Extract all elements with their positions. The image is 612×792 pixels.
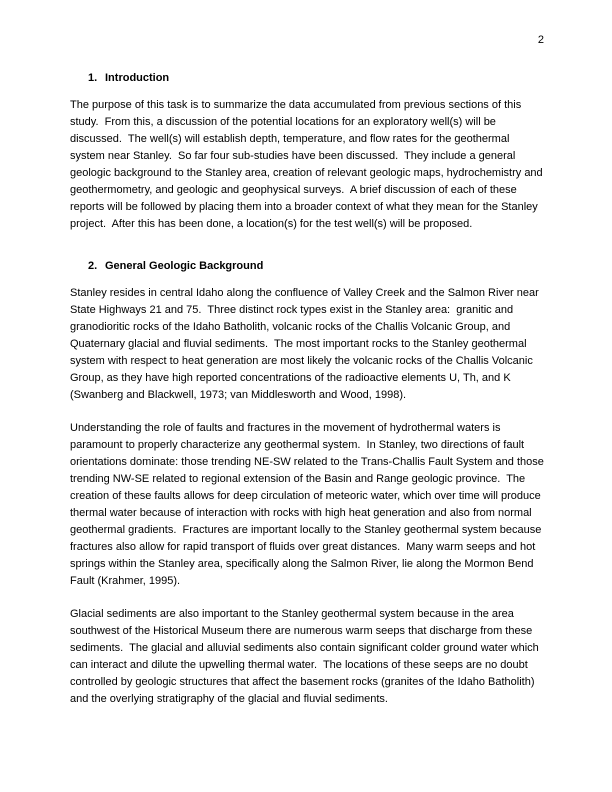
section-heading	[88, 71, 544, 85]
heading-number: 2.	[88, 260, 98, 272]
heading-title: General Geologic Background	[105, 260, 264, 272]
paragraph: The purpose of this task is to summarize the data accumulated from previous sections of this study. From this, a discussion of the potential locations for an exploratory well(s) will be discussed. The well(s) will establish depth, temperature, and flow rates for the geothermal system near Stanley. So far four sub-studies have been discussed. They include a general geologic background to the Stanley area, creation of relevant geologic maps, hydrochemistry and geothermometry, and geologic and geophysical surveys. A brief discussion of each of these reports will be followed by placing them into a broader context of what they mean for the Stanley project. After this has been done, a location(s) for the test well(s) will be proposed.	[70, 99, 546, 230]
heading-number: 1.	[88, 72, 98, 84]
section-general-geologic-background	[70, 259, 547, 708]
heading-title: Introduction	[105, 72, 170, 84]
page-number: 2	[537, 34, 544, 46]
paragraph: Glacial sediments are also important to the Stanley geothermal system because in the area southwest of the Historical Museum there are numerous warm seeps that discharge from these sediments. The glacial and alluvial sediments also contain significant colder ground water which can interact and dilute the upwelling thermal water. The locations of these seeps are no doubt controlled by geologic structures that affect the basement rocks (granites of the Idaho Batholith) and the overlying stratigraphy of the glacial and fluvial sediments.	[70, 608, 542, 705]
section-introduction	[70, 71, 544, 233]
paragraph: Understanding the role of faults and fractures in the movement of hydrothermal waters is paramount to properly characterize any geothermal system. In Stanley, two directions of fault orientations dominate: those trending NE-SW related to the Trans-Challis Fault System and those trending NW-SE related to regional extension of the Basin and Range geologic province. The creation of these faults allows for deep circulation of meteoric water, which over time will produce thermal water because of interaction with rocks with high heat generation and also from normal geothermal gradients. Fractures are important locally to the Stanley geothermal system because fractures also allow for rapid transport of fluids over great distances. Many warm seeps and hot springs within the Stanley area, specifically along the Salmon River, lie along the Mormon Bend Fault (Krahmer, 1995).	[70, 422, 547, 587]
section-heading	[88, 259, 544, 273]
paragraph: Stanley resides in central Idaho along the confluence of Valley Creek and the Salmon River near State Highways 21 and 75. Three distinct rock types exist in the Stanley area: granitic and granodioritic rocks of the Idaho Batholith, volcanic rocks of the Challis Volcanic Group, and Quaternary glacial and fluvial sediments. The most important rocks to the Stanley geothermal system with respect to heat generation are most likely the volcanic rocks of the Challis Volcanic Group, as they have high reported concentrations of the radioactive elements U, Th, and K (Swanberg and Blackwell, 1973; van Middlesworth and Wood, 1998).	[70, 287, 542, 401]
